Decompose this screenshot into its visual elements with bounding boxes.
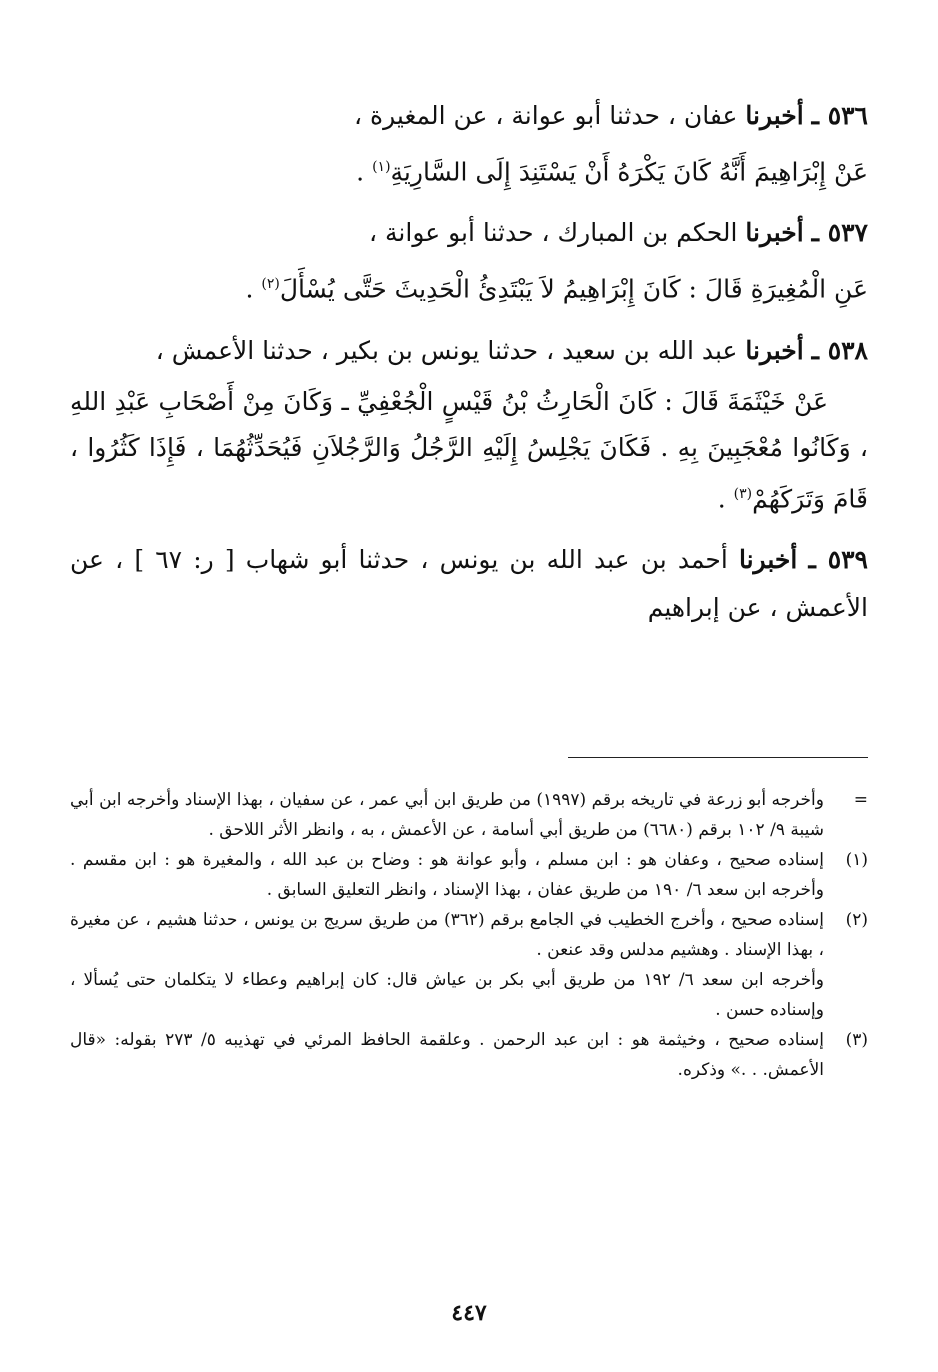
hadith-538-isnad xyxy=(70,327,868,375)
footnote-mark: (٣) xyxy=(845,1030,868,1050)
footnote-ref: (٣) xyxy=(733,485,753,502)
footnote-mark: = xyxy=(853,790,868,810)
footnote-continuation xyxy=(70,785,868,845)
footnote-text xyxy=(70,845,824,905)
footnote-ref: (٢) xyxy=(261,276,280,293)
hadith-536-isnad xyxy=(70,92,868,140)
akhbarana-word: أخبرنا xyxy=(745,101,804,130)
page-number: ٤٤٧ xyxy=(451,1300,487,1326)
isnad-text: عبد الله بن سعيد ، حدثنا يونس بن بكير ، حدثنا الأعمش ، xyxy=(155,335,738,365)
hadith-538-matn xyxy=(70,379,868,522)
footnote-paragraph: وأخرجه ابن سعد ٦/ ١٩٢ من طريق أبي بكر بن عياش قال: كان إبراهيم وعطاء لا يتكلمان حتى يُسألا ، وإسناده حسن . xyxy=(70,970,825,1020)
hadith-number: ٥٣٩ ـ xyxy=(808,544,868,574)
hadith-537-matn xyxy=(70,261,868,312)
matn-end: . xyxy=(245,274,262,304)
footnote-paragraph: إسناده صحيح ، وخيثمة هو : ابن عبد الرحمن . وعلقمة الحافظ المرئي في تهذيبه ٥/ ٢٧٣ بقوله: «قال الأعمش. . .» وذكره. xyxy=(70,1030,824,1080)
matn-text: عَنْ إِبْرَاهِيمَ أَنَّهُ كَانَ يَكْرَهُ أَنْ يَسْتَنِدَ إِلَى السَّارِيَةِ xyxy=(390,157,868,187)
hadith-number: ٥٣٦ ـ xyxy=(811,101,868,130)
matn-text: عَنِ الْمُغِيرَةِ قَالَ : كَانَ إِبْرَاهِيمُ لاَ يَبْتَدِئُ الْحَدِيثَ حَتَّى يُسْأَلَ xyxy=(279,274,868,304)
footnote-mark: (١) xyxy=(845,850,868,870)
hadith-537-isnad xyxy=(70,209,868,257)
footnote-text xyxy=(70,1025,824,1085)
footnote-paragraph: إسناده صحيح ، وأخرج الخطيب في الجامع برقم (٣٦٢) من طريق سريج بن يونس ، حدثنا هشيم ، عن مغيرة ، بهذا الإسناد . وهشيم مدلس وقد عنعن . xyxy=(70,910,824,960)
isnad-text: عفان ، حدثنا أبو عوانة ، عن المغيرة ، xyxy=(354,101,738,130)
footnote-ref: (١) xyxy=(372,159,391,175)
matn-end: . xyxy=(356,157,373,187)
footnote-mark: (٢) xyxy=(845,910,868,930)
akhbarana-word: أخبرنا xyxy=(745,218,804,248)
footnote-divider xyxy=(568,757,868,758)
footnote-paragraph: إسناده صحيح ، وعفان هو : ابن مسلم ، وأبو عوانة هو : وضاح بن عبد الله ، والمغيرة هو : ابن مقسم . وأخرجه ابن سعد ٦/ ١٩٠ من طريق عفان ، بهذا الإسناد ، وانظر التعليق السابق . xyxy=(70,850,824,900)
isnad-text: الحكم بن المبارك ، حدثنا أبو عوانة ، xyxy=(369,218,738,248)
isnad-text: أحمد بن عبد الله بن يونس ، حدثنا أبو شهاب [ ر: ٦٧ ] ، عن الأعمش ، عن إبراهيم xyxy=(70,544,868,622)
footnotes xyxy=(70,785,868,1085)
footnote-1 xyxy=(70,845,868,905)
hadith-number: ٥٣٨ ـ xyxy=(811,335,868,365)
footnote-3 xyxy=(70,1025,868,1085)
footnote-text xyxy=(70,785,824,845)
hadith-536-matn xyxy=(70,144,868,195)
hadith-number: ٥٣٧ ـ xyxy=(811,218,868,248)
matn-end: . xyxy=(717,483,734,513)
footnote-2 xyxy=(70,905,868,1025)
hadith-539-isnad xyxy=(70,536,868,632)
matn-text: عَنْ خَيْثَمَةَ قَالَ : كَانَ الْحَارِثُ بْنُ قَيْسٍ الْجُعْفِيِّ ـ وَكَانَ مِنْ أَصْحَابِ عَبْدِ اللهِ ، وَكَانُوا مُعْجَبِينَ بِهِ . فَكَانَ يَجْلِسُ إِلَيْهِ الرَّجُلُ وَالرَّجُلاَنِ فَيُحَدِّثُهُمَا ، فَإِذَا كَثُرُوا ، قَامَ وَتَرَكَهُمْ xyxy=(70,386,868,513)
footnote-text xyxy=(70,905,824,1025)
main-text xyxy=(70,92,868,632)
footnote-paragraph: وأخرجه أبو زرعة في تاريخه برقم (١٩٩٧) من طريق ابن أبي عمر ، عن سفيان ، بهذا الإسناد وأخرجه ابن أبي شيبة ٩/ ١٠٢ برقم (٦٦٨٠) من طريق أبي أسامة ، عن الأعمش ، به ، وانظر الأثر اللاحق . xyxy=(70,790,824,840)
akhbarana-word: أخبرنا xyxy=(745,335,804,365)
akhbarana-word: أخبرنا xyxy=(738,544,798,574)
